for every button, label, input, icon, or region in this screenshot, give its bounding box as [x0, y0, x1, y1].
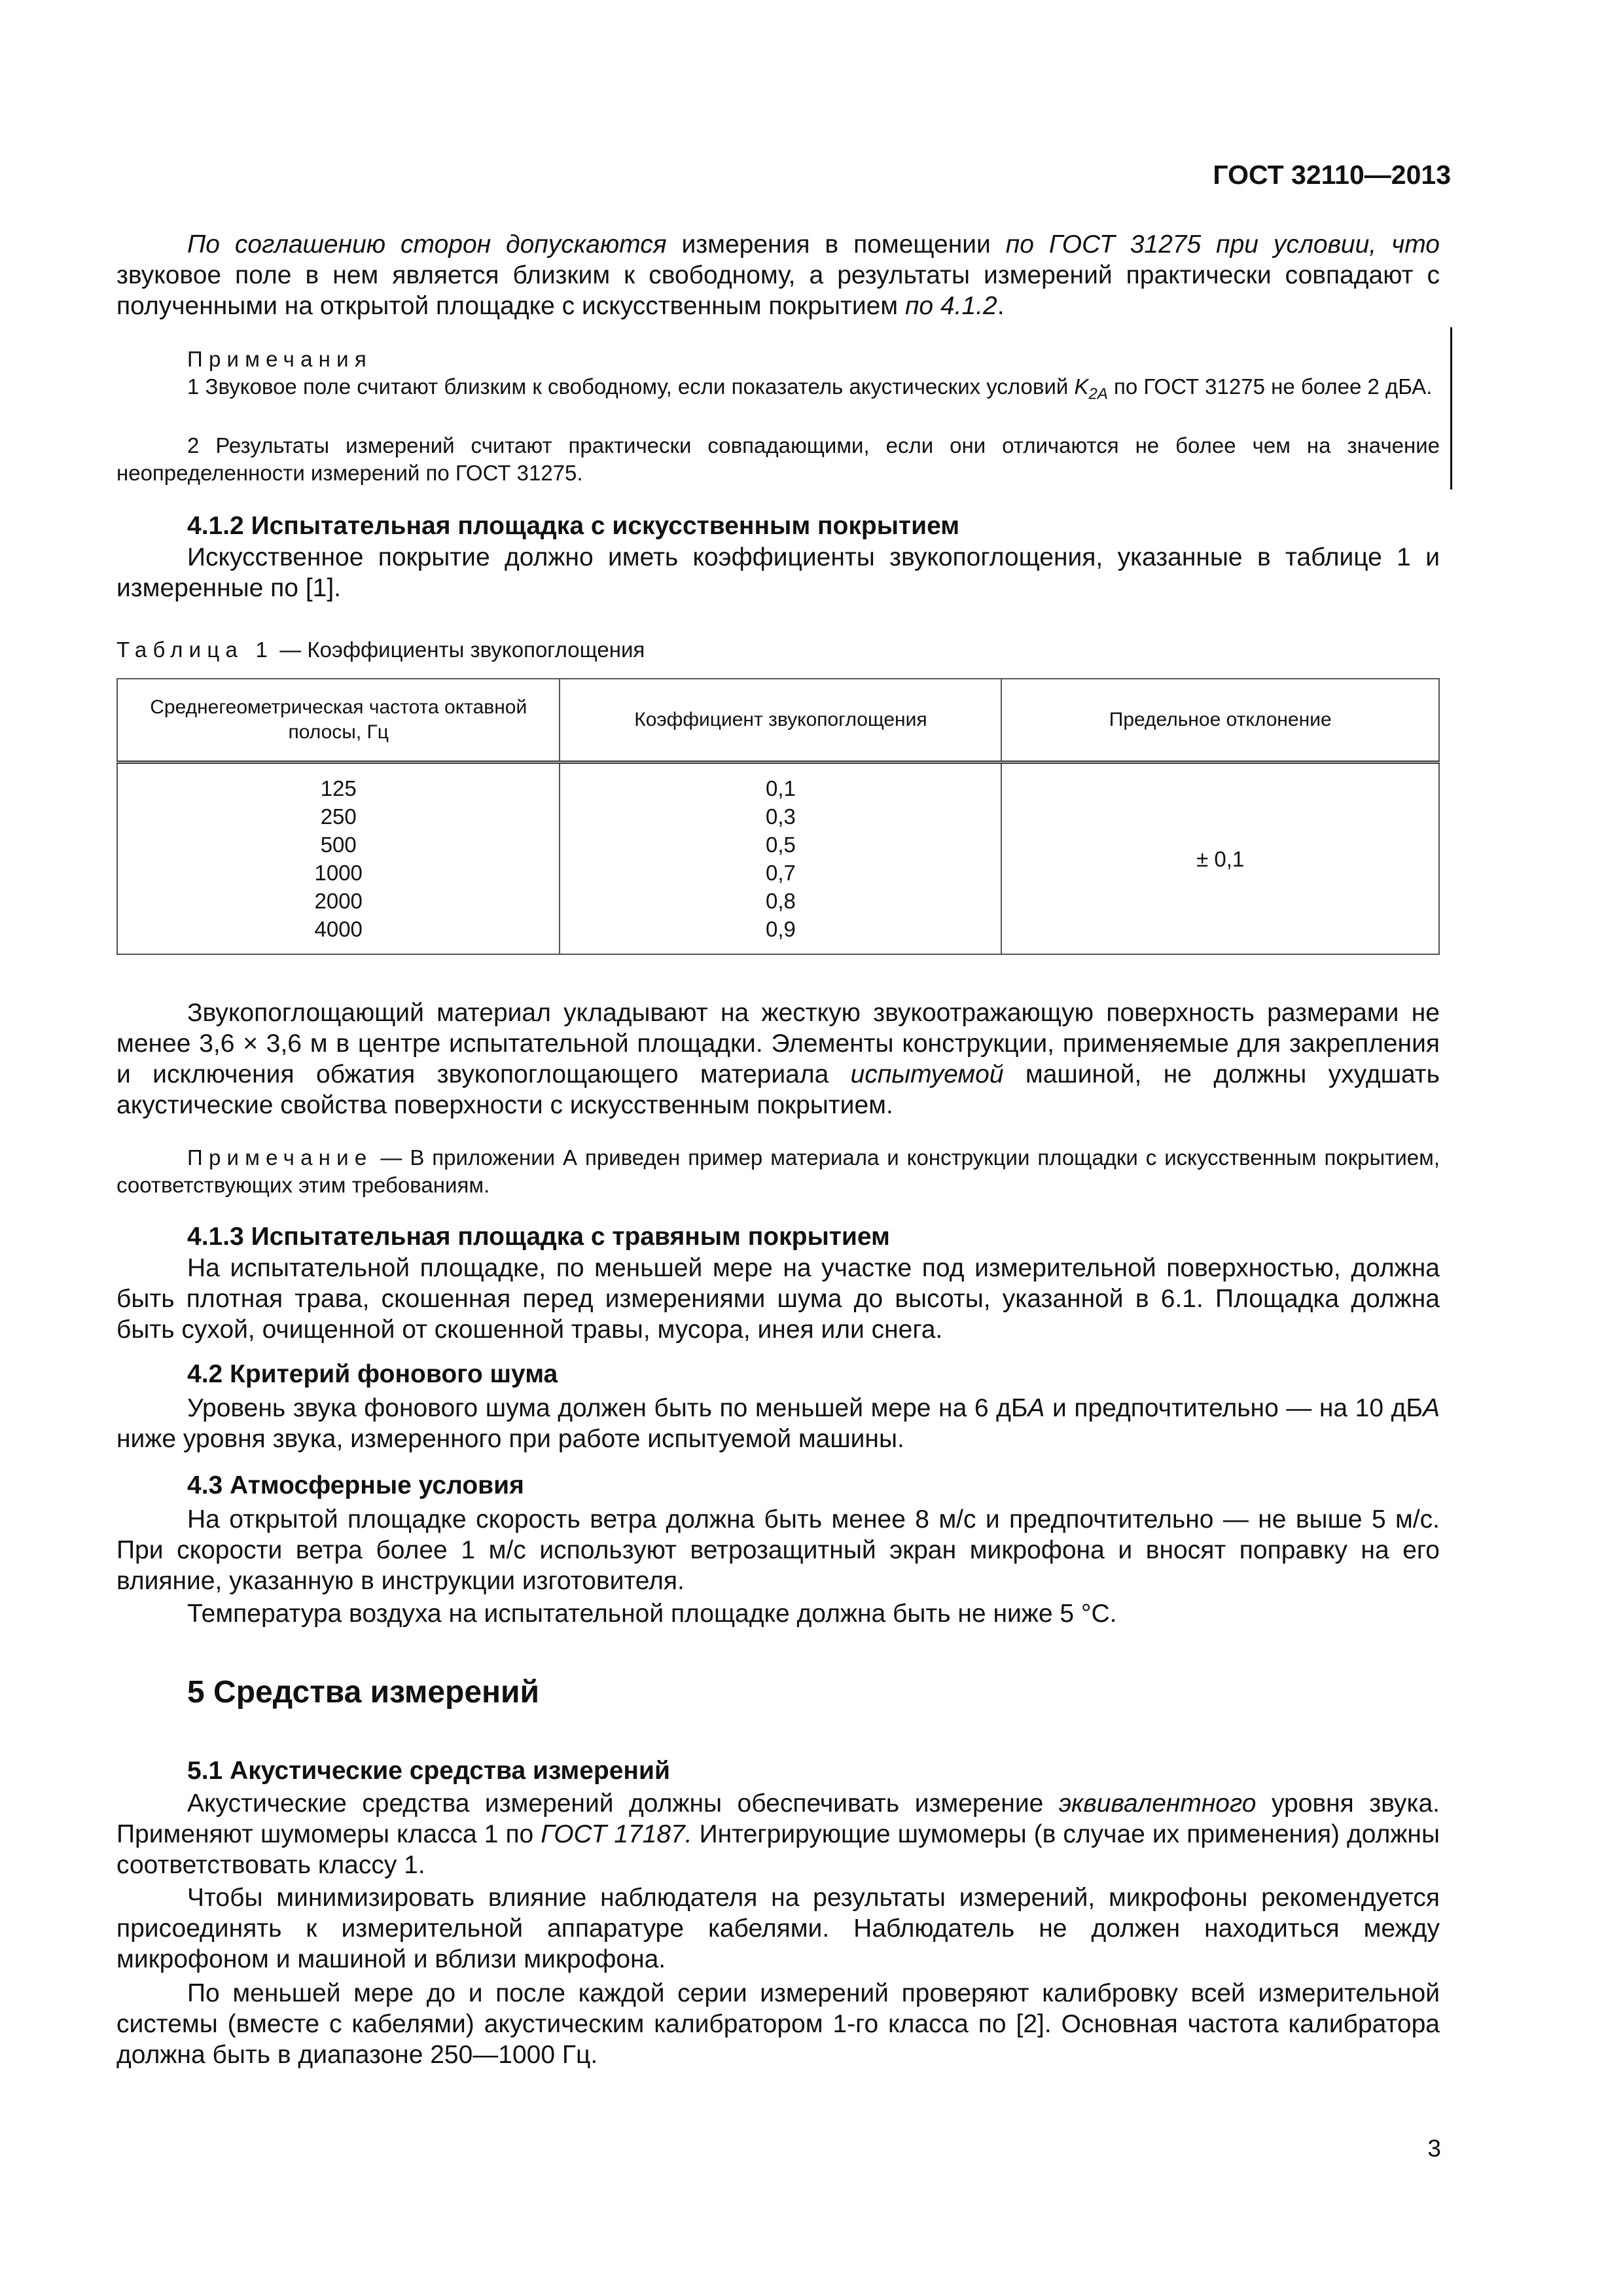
- table-header-row: [117, 679, 1439, 762]
- table-1-title: — Коэффициенты звукопоглощения: [274, 637, 645, 662]
- frequency-value: 2000: [314, 889, 363, 913]
- note-1: [116, 373, 1440, 408]
- table-1-label: Таблица 1: [116, 637, 274, 662]
- intro-end: .: [997, 292, 1005, 320]
- intro-text-a: измерения в помещении: [666, 230, 1006, 259]
- intro-text-b: звуковое поле в нем является близким к свободному, а результаты измерений практически совпадают с полученными на открытой площадке с искусственным покрытием: [116, 261, 1440, 320]
- note-1-k-symbol: K: [1074, 374, 1089, 399]
- section-4-2-heading: 4.2 Критерий фонового шума: [187, 1360, 558, 1388]
- table-1-caption: [116, 637, 645, 662]
- note-1-text-b: по ГОСТ 31275 не более 2 дБА.: [1107, 374, 1433, 399]
- s51-p1-text-c: Интегрирующие шумомеры (в случае их применения) должны соответствовать классу 1.: [116, 1820, 1440, 1879]
- note-2: 2 Результаты измерений считают практически совпадающими, если они отличаются не более чем на значение неопределенности измерений по ГОСТ 31275.: [116, 433, 1440, 485]
- intro-italic-c: по 4.1.2: [904, 292, 997, 320]
- table-row: [117, 762, 1439, 955]
- document-header: ГОСТ 32110—2013: [1213, 160, 1451, 190]
- s51-p1-italic-2: ГОСТ 17187.: [541, 1820, 692, 1848]
- section-4-3-paragraph-1: На открытой площадке скорость ветра должна быть менее 8 м/с и предпочтительно — не выше 5 м/с. При скорости ветра более 1 м/с используют ветрозащитный экран микрофона и вносят поправку на его влияние, указанную в инструкции изготовителя.: [116, 1505, 1440, 1595]
- section-5-1-paragraph-3: По меньшей мере до и после каждой серии измерений проверяют калибровку всей измерительной системы (вместе с кабелями) акустическим калибратором 1-го класса по [2]. Основная частота калибратора должна быть в диапазоне 250—1000 Гц.: [116, 1979, 1440, 2069]
- section-4-1-3-text: На испытательной площадке, по меньшей мере на участке под измерительной поверхностью, должна быть плотная трава, скошенная перед измерениями шума до высоты, указанной в 6.1. Площадка должна быть сухой, очищенной от скошенной травы, мусора, инея или снега.: [116, 1254, 1440, 1344]
- s51-p1-text-b: уровня звука. Применяют шумомеры класса 1 по: [116, 1789, 1440, 1848]
- table-header-deviation: Предельное отклонение: [1001, 679, 1439, 762]
- intro-italic-a: По соглашению сторон допускаются: [187, 230, 667, 259]
- frequency-value: 500: [320, 833, 357, 857]
- table-cell-frequencies: [117, 762, 560, 955]
- notes-title: Примечания: [187, 347, 372, 371]
- s42-text-c: ниже уровня звука, измеренного при работе испытуемой машины.: [116, 1425, 904, 1453]
- material-paragraph: [116, 997, 1440, 1121]
- s51-p1-text-a: Акустические средства измерений должны обеспечивать измерение: [187, 1789, 1059, 1818]
- section-4-3-paragraph-2: Температура воздуха на испытательной площадке должна быть не ниже 5 °С.: [187, 1600, 1117, 1628]
- note-appendix: [116, 1144, 1440, 1199]
- material-italic: испытуемой: [850, 1060, 1004, 1088]
- s42-text-b: и предпочтительно — на 10 дБ: [1044, 1394, 1423, 1422]
- table-header-frequency: Среднегеометрическая частота октавной полосы, Гц: [117, 679, 560, 762]
- table-1: [116, 678, 1440, 955]
- change-bar: [1450, 327, 1452, 490]
- s42-text-a: Уровень звука фонового шума должен быть по меньшей мере на 6 дБ: [187, 1394, 1028, 1422]
- table-header-coefficient: Коэффициент звукопоглощения: [560, 679, 1001, 762]
- note-1-k-subscript: 2A: [1088, 385, 1108, 403]
- section-5-1-heading: 5.1 Акустические средства измерений: [187, 1757, 670, 1785]
- coefficient-value: 0,8: [765, 889, 796, 913]
- material-text-a: Звукопоглощающий материал укладывают на жесткую звукоотражающую поверхность размерами не менее 3,6 × 3,6 м в центре испытательной площадки. Элементы конструкции, применяемые для закрепления и исключения обжатия звукопоглощающего материала: [116, 999, 1440, 1088]
- section-4-1-3-heading: 4.1.3 Испытательная площадка с травяным покрытием: [187, 1223, 890, 1251]
- section-4-1-2-text: Искусственное покрытие должно иметь коэффициенты звукопоглощения, указанные в таблице 1 и измеренные по [1].: [116, 543, 1440, 602]
- page-number: 3: [1427, 2135, 1441, 2162]
- s42-italic-2: А: [1422, 1394, 1440, 1422]
- s42-italic-1: А: [1027, 1394, 1045, 1422]
- frequency-value: 4000: [314, 917, 363, 941]
- frequency-value: 250: [320, 804, 357, 829]
- section-5-1-paragraph-2: Чтобы минимизировать влияние наблюдателя на результаты измерений, микрофоны рекомендуется присоединять к измерительной аппаратуре кабелями. Наблюдатель не должен находиться между микрофоном и машиной и вблизи микрофона.: [116, 1884, 1440, 1973]
- section-4-1-2-heading: 4.1.2 Испытательная площадка с искусственным покрытием: [187, 512, 960, 540]
- table-cell-deviation: ± 0,1: [1001, 762, 1439, 955]
- frequency-value: 125: [320, 776, 357, 800]
- coefficient-value: 0,3: [765, 804, 796, 829]
- intro-paragraph: [116, 229, 1440, 321]
- note-appendix-label: Примечание: [187, 1145, 373, 1170]
- note-1-text-a: 1 Звуковое поле считают близким к свободному, если показатель акустических условий: [187, 374, 1075, 399]
- coefficient-value: 0,5: [765, 833, 796, 857]
- coefficient-value: 0,9: [765, 917, 796, 941]
- section-5-heading: 5 Средства измерений: [187, 1675, 540, 1710]
- table-cell-coefficients: [560, 762, 1001, 955]
- coefficient-value: 0,1: [765, 776, 796, 800]
- section-4-3-heading: 4.3 Атмосферные условия: [187, 1471, 524, 1499]
- section-5-1-paragraph-1: [116, 1788, 1440, 1880]
- coefficient-value: 0,7: [765, 861, 796, 885]
- s51-p1-italic: эквивалентного: [1058, 1789, 1257, 1818]
- note-appendix-text: — В приложении А приведен пример материала и конструкции площадки с искусственным покрытием, соответствующих этим требованиям.: [116, 1145, 1440, 1197]
- material-text-b: машиной, не должны ухудшать акустические свойства поверхности с искусственным покрытием.: [116, 1060, 1440, 1119]
- frequency-value: 1000: [314, 861, 363, 885]
- section-4-2-text: [116, 1393, 1440, 1454]
- intro-italic-b: по ГОСТ 31275 при условии, что: [1005, 230, 1440, 259]
